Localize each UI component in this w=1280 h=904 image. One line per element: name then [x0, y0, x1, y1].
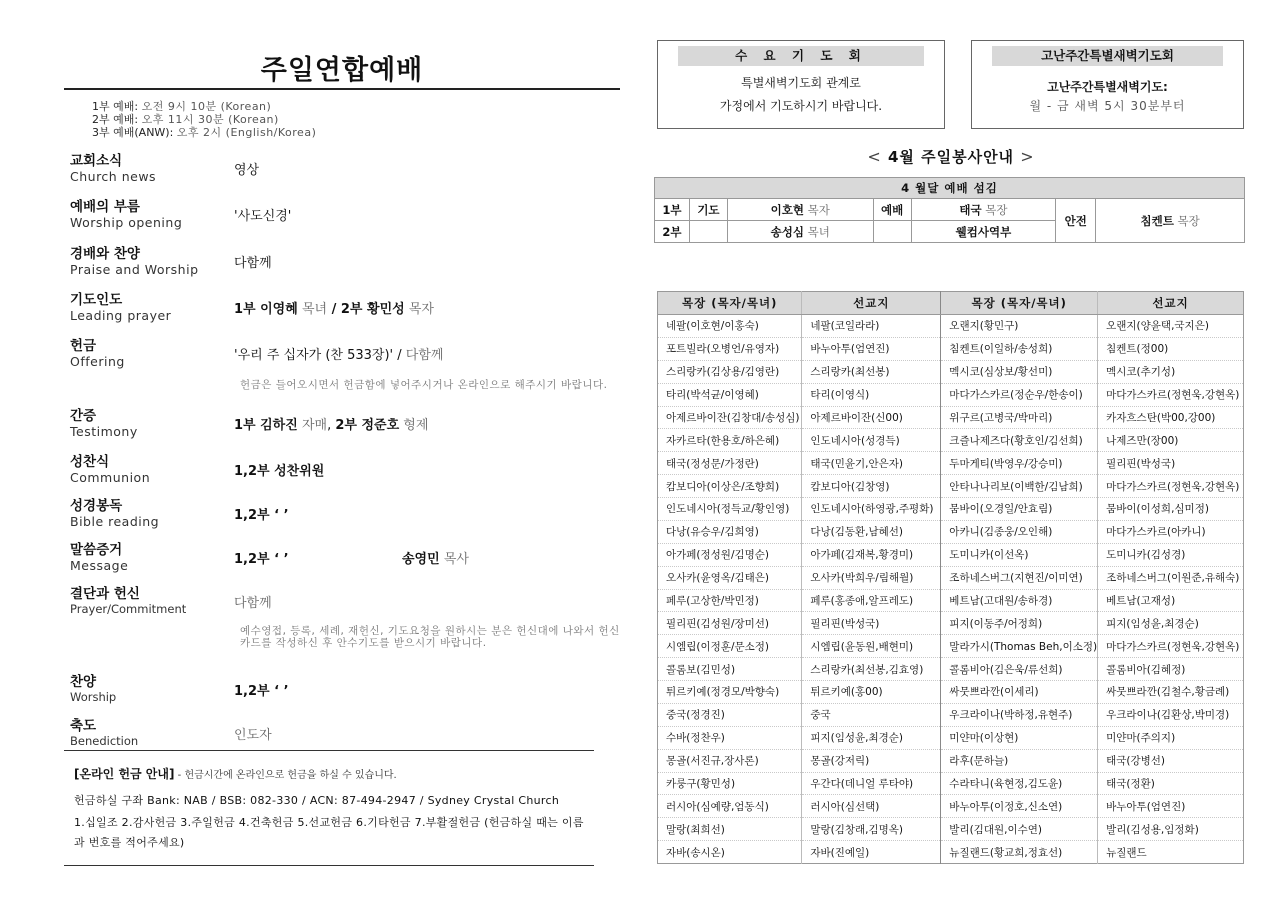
table-cell: 아가페(김재복,황경미): [802, 543, 941, 566]
table-cell: 자카르타(한용호/하은혜): [658, 429, 802, 452]
prayer-person: [727, 199, 873, 221]
order-item-content: [234, 542, 620, 586]
service-time-label: 3부 예배(ANW):: [92, 126, 174, 139]
table-row: [658, 703, 1244, 726]
order-item-en: Worship opening: [70, 215, 183, 230]
table-cell: 마다가스카르(아카니): [1098, 520, 1244, 543]
order-item-en: Testimony: [70, 424, 138, 439]
table-cell: 아가페(정성원/김명순): [658, 543, 802, 566]
testimony-1: 1부 김하진: [234, 418, 298, 433]
table-row: [658, 498, 1244, 521]
service-time-label: 1부 예배:: [92, 100, 139, 113]
passion-week-prayer-header: 고난주간특별새벽기도회: [992, 46, 1223, 66]
order-item-content: 1,2부 ‘ ’: [234, 508, 289, 523]
table-cell: 태국(강병선): [1098, 749, 1244, 772]
bank-account-info: 헌금하실 구좌 Bank: NAB / BSB: 082-330 / ACN: 87-494-2947 / Sydney Crystal Church: [74, 794, 560, 807]
order-item-content: 다함께: [234, 256, 272, 271]
table-cell: 페루(고상한/박민정): [658, 589, 802, 612]
worship-team: 웰컴사역부: [911, 221, 1056, 243]
table-cell: 베트남(고대원/송하경): [941, 589, 1098, 612]
table-cell: 필리핀(박성국): [802, 612, 941, 635]
table-cell: 몽골(강저릭): [802, 749, 941, 772]
order-item-ko: 축도: [70, 718, 97, 734]
order-item-ko: 헌금: [70, 338, 97, 354]
table-cell: 카룽구(황민성): [658, 772, 802, 795]
table-cell: 인도네시아(하영광,주평화): [802, 498, 941, 521]
order-item-ko: 성경봉독: [70, 498, 123, 514]
order-item-content: [234, 292, 620, 338]
table-cell: 말랑(최희선): [658, 818, 802, 841]
table-cell: 카자흐스탄(박00,강00): [1098, 406, 1244, 429]
table-cell: 싸뭇쁘라깐(김철수,황금례): [1098, 681, 1244, 704]
service-time-value: 오전 9시 10분 (Korean): [141, 100, 272, 113]
table-row: [658, 452, 1244, 475]
table-cell: 다낭(김동환,남혜선): [802, 520, 941, 543]
person-title: 목자: [807, 202, 830, 217]
table-cell: 두마게티(박영우/강승미): [941, 452, 1098, 475]
wednesday-prayer-line-2: 가정에서 기도하시기 바랍니다.: [719, 99, 883, 113]
table-cell: 피지(이동주/어정희): [941, 612, 1098, 635]
table-cell: 도미니카(이선옥): [941, 543, 1098, 566]
table-cell: 조하네스버그(지현진/이미연): [941, 566, 1098, 589]
service-time-value: 오후 11시 30분 (Korean): [141, 113, 279, 126]
order-item-ko: 경배와 찬양: [70, 246, 140, 262]
table-cell: 콜롬비아(김혜정): [1098, 658, 1244, 681]
table-cell: 콜롬보(김민성): [658, 658, 802, 681]
order-item-en: Leading prayer: [70, 308, 172, 323]
team-name: 침켄트: [1140, 213, 1174, 228]
table-cell: 태국(정성문/가정란): [658, 452, 802, 475]
order-item-en: Bible reading: [70, 514, 160, 529]
table-cell: 말랑(김창래,김명옥): [802, 818, 941, 841]
table-cell: 캄보디아(이상은/조향희): [658, 475, 802, 498]
table-cell: 러시아(심선택): [802, 795, 941, 818]
passion-week-prayer-line-2: 월 - 금 새벽 5시 30분부터: [1029, 99, 1186, 113]
table-cell: 마다가스카르(정순우/한송이): [941, 383, 1098, 406]
order-item-testimony: [64, 408, 620, 454]
service-time-1: [92, 100, 620, 113]
table-row: [658, 429, 1244, 452]
table-cell: 중국: [802, 703, 941, 726]
table-cell: 콜롬비아(김은욱/류선희): [941, 658, 1098, 681]
table-cell: 말라가시(Thomas Beh,이소정): [941, 635, 1098, 658]
wednesday-prayer-box: [657, 40, 945, 129]
table-cell: 네팔(이호현/이홍숙): [658, 315, 802, 338]
table-cell: 오랜지(양윤택,국지은): [1098, 315, 1244, 338]
table-cell: 스리랑카(김상용/김영란): [658, 360, 802, 383]
table-cell: 바누아투(이정호,신소연): [941, 795, 1098, 818]
table-cell: 수바(정찬우): [658, 726, 802, 749]
order-item-en: Communion: [70, 470, 151, 485]
prayer-leader-1: 1부 이영혜: [234, 302, 298, 317]
page-title: 주일연합예배: [260, 55, 424, 86]
column-header: 목장 (목자/목녀): [658, 292, 802, 315]
order-item-ko: 찬양: [70, 674, 97, 690]
order-item-en: Praise and Worship: [70, 262, 199, 277]
table-cell: 수라타니(육현정,김도윤): [941, 772, 1098, 795]
table-row: [658, 818, 1244, 841]
team-name: 태국: [959, 202, 982, 217]
table-cell: 베트남(고재성): [1098, 589, 1244, 612]
table-cell: 뉴질랜드: [1106, 846, 1147, 859]
table-cell: 필리핀(박성국): [1098, 452, 1244, 475]
left-page: [64, 40, 620, 756]
table-cell: 피지(임성윤,최경순): [802, 726, 941, 749]
table-row: [658, 337, 1244, 360]
order-item-offering: [64, 338, 620, 408]
table-cell: 뉴질랜드(황교희,정효선): [941, 841, 1098, 864]
order-item-content: 1,2부 성찬위원: [234, 464, 325, 479]
order-of-worship: [64, 153, 620, 756]
table-cell: 마다가스카르(정현욱,강현옥): [1098, 635, 1244, 658]
table-cell: 페루(홍종애,알프레도): [802, 589, 941, 612]
table-row: [658, 795, 1244, 818]
order-item-prayer: [64, 292, 620, 338]
table-cell: 침켄트(이일하/송성희): [941, 337, 1098, 360]
table-cell: 미얀마(주의지): [1098, 726, 1244, 749]
table-cell: 오사카(윤영옥/김태은): [658, 566, 802, 589]
column-header: 선교지: [802, 292, 941, 315]
order-item-en: Message: [70, 558, 129, 573]
offering-hymn: '우리 주 십자가 (찬 533장)': [234, 348, 394, 363]
table-cell: 몽골(서진규,장사론): [658, 749, 802, 772]
table-cell: 네팔(코일라라): [802, 315, 941, 338]
order-item-ko: 간증: [70, 408, 97, 424]
order-item-en: Worship: [70, 690, 117, 704]
table-cell: 다낭(유승우/김희영): [658, 520, 802, 543]
table-cell: 우크라이나(김환상,박미경): [1098, 703, 1244, 726]
online-offering-subtitle: - 헌금시간에 온라인으로 헌금을 하실 수 있습니다.: [174, 770, 397, 781]
order-item-ko: 예배의 부름: [70, 199, 140, 215]
table-cell: 튀르키예(정경모/박향숙): [658, 681, 802, 704]
role-empty: [689, 221, 727, 243]
preacher-name: 송영민: [402, 552, 440, 567]
passion-week-prayer-box: [971, 40, 1244, 129]
table-cell: 마다가스카르(정현욱,강현옥): [1098, 475, 1244, 498]
separator: ,: [327, 418, 336, 433]
testimony-1-title: 자매: [301, 418, 328, 433]
table-cell: 스리랑카(최선봉): [802, 360, 941, 383]
table-cell: 안타나나리보(이백한/김남희): [941, 475, 1098, 498]
online-offering-box: [64, 750, 594, 866]
order-item-content: 영상: [234, 163, 260, 178]
table-cell: 타리(박석균/이영혜): [658, 383, 802, 406]
table-cell: 태국(민윤기,안은자): [802, 452, 941, 475]
worship-team: [911, 199, 1056, 221]
testimony-2: 2부 정준호: [335, 418, 400, 433]
table-cell: 멕시코(심상보/황선미): [941, 360, 1098, 383]
order-item-content: [234, 408, 620, 454]
table-cell: 인도네시아(성경득): [802, 429, 941, 452]
preacher: [402, 548, 469, 567]
order-item-calling: [64, 199, 620, 246]
table-cell: 마다가스카르(정현욱,강현옥): [1098, 383, 1244, 406]
table-row: [658, 315, 1244, 338]
order-item-communion: [64, 454, 620, 498]
order-item-content: 다함께: [234, 596, 272, 611]
table-cell: 뭄바이(오경일/안효림): [941, 498, 1098, 521]
order-item-content: '사도신경': [234, 209, 292, 224]
table-row: [658, 841, 1244, 864]
table-cell: 조하네스버그(이원준,유해숙): [1098, 566, 1244, 589]
wednesday-prayer-line-1: 특별새벽기도회 관계로: [741, 76, 861, 90]
table-cell: 러시아(심예량,엄동식): [658, 795, 802, 818]
table-row: [658, 360, 1244, 383]
safety-team: [1096, 199, 1245, 243]
table-cell: 바누아투(엄연진): [1098, 795, 1244, 818]
offering-types: 1.십일조 2.감사헌금 3.주일헌금 4.건축헌금 5.선교헌금 6.기타헌금 7.부활절헌금 (헌금하실 때는 이름과 번호를 적어주세요): [74, 816, 584, 849]
message-content: 1,2부 ‘ ’: [234, 552, 289, 567]
order-item-en: Offering: [70, 354, 125, 369]
commitment-note: 예수영접, 등록, 세례, 재헌신, 기도요청을 원하시는 분은 헌신대에 나와서 헌신카드를 작성하신 후 안수기도를 받으시기 바랍니다.: [240, 625, 620, 649]
service-table-row-1: [655, 199, 1245, 221]
testimony-2-title: 형제: [403, 418, 429, 433]
offering-note: 헌금은 들어오시면서 헌금함에 넣어주시거나 온라인으로 해주시기 바랍니다.: [240, 379, 608, 391]
table-cell: 태국(정환): [1098, 772, 1244, 795]
table-cell: 중국(정경진): [658, 703, 802, 726]
order-item-content: [234, 338, 620, 369]
separator: /: [393, 348, 406, 363]
offering-who: 다함께: [405, 348, 444, 363]
order-item-ko: 결단과 헌신: [70, 586, 140, 602]
order-item-commitment: [64, 586, 620, 674]
table-cell: 우크라이나(박하정,유현주): [941, 703, 1098, 726]
table-cell: 아제르바이잔(신00): [802, 406, 941, 429]
service-time-3: [92, 126, 620, 139]
table-cell: 나제즈만(장00): [1098, 429, 1244, 452]
table-cell: 도미니카(김성경): [1098, 543, 1244, 566]
table-cell: 아카니(김종웅/오인해): [941, 520, 1098, 543]
service-time-value: 오후 2시 (English/Korea): [176, 126, 317, 139]
table-cell: 필리핀(김성원/장미선): [658, 612, 802, 635]
table-row: [658, 406, 1244, 429]
chevron-right-icon: >: [1020, 147, 1035, 166]
table-row: [658, 772, 1244, 795]
order-item-en: Benediction: [70, 734, 139, 748]
table-cell: 시엠립(윤동원,배현미): [802, 635, 941, 658]
order-item-message: [64, 542, 620, 586]
mission-mokjang-table: [657, 291, 1244, 864]
role-empty: [873, 221, 911, 243]
service-guide-title: [657, 146, 1245, 167]
title-divider: [64, 88, 620, 90]
service-number: 2부: [655, 221, 690, 243]
order-item-ko: 성찬식: [70, 454, 110, 470]
service-time-2: [92, 113, 620, 126]
order-item-praise: [64, 246, 620, 292]
service-table-header-row: [655, 178, 1245, 199]
table-cell: 캄보디아(김창영): [802, 475, 941, 498]
table-cell: 크즐나제즈다(황호인/김선희): [941, 429, 1098, 452]
table-row: [658, 589, 1244, 612]
table-row: [658, 612, 1244, 635]
role-prayer: 기도: [689, 199, 727, 221]
table-row: [658, 383, 1244, 406]
mission-table-header-row: [658, 292, 1244, 315]
order-item-content: 인도자: [234, 728, 272, 743]
passion-week-prayer-body: [972, 66, 1243, 116]
table-cell: 라후(문하늘): [941, 749, 1098, 772]
order-item-content: 1,2부 ‘ ’: [234, 684, 289, 699]
table-row: [658, 566, 1244, 589]
table-cell: 침켄트(정00): [1098, 337, 1244, 360]
table-row: [658, 681, 1244, 704]
table-cell: 미얀마(이상현): [941, 726, 1098, 749]
separator: /: [327, 302, 341, 317]
table-cell: 시엠립(이정훈/문소정): [658, 635, 802, 658]
prayer-leader-1-title: 목녀: [301, 302, 328, 317]
prayer-leader-2: 2부 황민성: [340, 302, 405, 317]
order-item-en: Prayer/Commitment: [70, 602, 187, 616]
table-cell: 바누아투(엄연진): [802, 337, 941, 360]
table-row: [658, 726, 1244, 749]
order-item-reading: [64, 498, 620, 542]
table-cell: 스리랑카(최선봉,김효영): [802, 658, 941, 681]
person-title: 목녀: [807, 224, 830, 239]
table-cell: 뭄바이(이성희,심미정): [1098, 498, 1244, 521]
team-title: 목장: [985, 202, 1008, 217]
table-cell: 타리(이영식): [802, 383, 941, 406]
service-times: [92, 100, 620, 139]
table-cell: 멕시코(추기성): [1098, 360, 1244, 383]
chevron-left-icon: <: [867, 147, 882, 166]
column-header: 목장 (목자/목녀): [941, 292, 1098, 315]
online-offering-header: [74, 765, 594, 782]
service-table-header: 4 월달 예배 섬김: [655, 178, 1245, 199]
service-guide-text: 4월 주일봉사안내: [887, 148, 1015, 166]
service-number: 1부: [655, 199, 690, 221]
order-item-hymn: [64, 674, 620, 718]
table-row: [658, 749, 1244, 772]
online-offering-title: [온라인 헌금 안내]: [74, 767, 175, 781]
table-cell: 위구르(고병국/박마리): [941, 406, 1098, 429]
table-row: [658, 520, 1244, 543]
table-row: [658, 543, 1244, 566]
service-schedule-table: [654, 177, 1245, 243]
order-item-news: [64, 153, 620, 199]
table-cell: 오랜지(황민구): [941, 315, 1098, 338]
order-item-en: Church news: [70, 169, 157, 184]
team-title: 목장: [1177, 213, 1200, 228]
table-cell: 포트빌라(오병언/유영자): [658, 337, 802, 360]
wednesday-prayer-header: 수 요 기 도 회: [678, 46, 924, 66]
table-cell: 튀르키예(홍00): [802, 681, 941, 704]
order-item-ko: 교회소식: [70, 153, 123, 169]
table-row: [658, 658, 1244, 681]
prayer-leader-2-title: 목자: [408, 302, 434, 317]
table-cell: 아제르바이잔(김창대/송성심): [658, 406, 802, 429]
service-time-label: 2부 예배:: [92, 113, 139, 126]
order-item-ko: 기도인도: [70, 292, 123, 308]
person-name: 이호현: [770, 202, 804, 217]
table-cell: 자바(진예일): [802, 841, 941, 864]
preacher-title: 목사: [443, 552, 469, 567]
table-cell: 발리(김성용,임정화): [1098, 818, 1244, 841]
person-name: 송성심: [770, 224, 804, 239]
role-worship: 예배: [873, 199, 911, 221]
table-cell: 우간다(데니얼 루타야): [802, 772, 941, 795]
mission-table-body: [658, 315, 1244, 864]
role-safety: 안전: [1056, 199, 1096, 243]
table-row: [658, 635, 1244, 658]
order-item-ko: 말씀증거: [70, 542, 123, 558]
wednesday-prayer-body: [658, 66, 944, 118]
passion-week-prayer-line-1: 고난주간특별새벽기도:: [1047, 80, 1168, 94]
table-cell: 피지(임성윤,최경순): [1098, 612, 1244, 635]
table-cell: 싸뭇쁘라깐(이세리): [941, 681, 1098, 704]
table-row: [658, 475, 1244, 498]
table-cell: 인도네시아(정득교/황인영): [658, 498, 802, 521]
table-cell: 자바(송시온): [658, 841, 802, 864]
table-cell: 발리(김대원,이수연): [941, 818, 1098, 841]
prayer-person: [727, 221, 873, 243]
column-header: 선교지: [1098, 292, 1244, 315]
table-cell: 오사카(박희우/림해월): [802, 566, 941, 589]
